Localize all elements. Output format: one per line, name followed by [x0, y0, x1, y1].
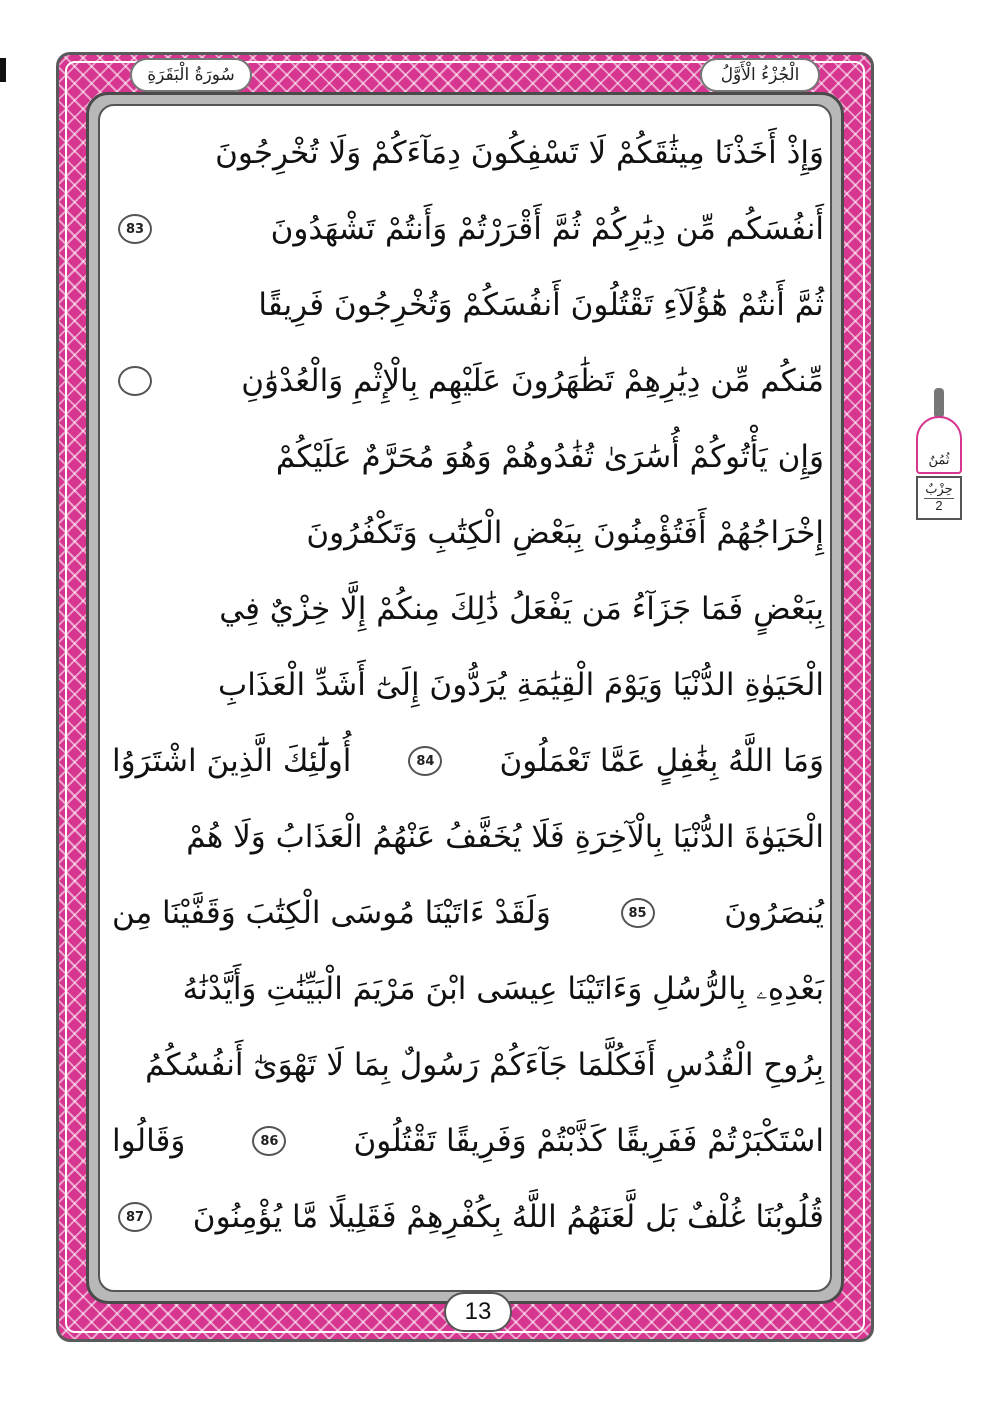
- spire-ornament-icon: [934, 388, 944, 418]
- ayah-marker-empty: [118, 366, 152, 396]
- ayah-number-marker: 85: [621, 898, 655, 928]
- hizb-word: حِزْبٌ: [925, 482, 953, 498]
- surah-title: سُورَةُ الْبَقَرَةِ: [130, 58, 252, 92]
- text-line-5: [112, 422, 824, 492]
- line-text: وَإِذْ أَخَذْنَا مِيثَٰقَكُمْ لَا تَسْفِكُونَ دِمَآءَكُمْ وَلَا تُخْرِجُونَ: [215, 135, 824, 171]
- page-number: 13: [444, 1292, 512, 1332]
- line-text: يُنصَرُونَ: [724, 895, 824, 931]
- text-line-14: [112, 1106, 824, 1176]
- line-text: وَقَالُوا: [112, 1123, 186, 1159]
- line-text: الْحَيَوٰةَ الدُّنْيَا بِالْآخِرَةِ فَلَا يُخَفَّفُ عَنْهُمُ الْعَذَابُ وَلَا هُمْ: [186, 819, 824, 855]
- line-text: مِّنكُم مِّن دِيَٰرِهِمْ تَظَٰهَرُونَ عَلَيْهِم بِالْإِثْمِ وَالْعُدْوَٰنِ: [241, 363, 824, 399]
- quran-text: [112, 118, 824, 1288]
- line-text: إِخْرَاجُهُمْ أَفَتُؤْمِنُونَ بِبَعْضِ الْكِتَٰبِ وَتَكْفُرُونَ: [306, 515, 824, 551]
- ayah-number-marker: 84: [408, 746, 442, 776]
- text-line-2: [112, 194, 824, 264]
- text-line-11: [112, 878, 824, 948]
- page-edge-mark: [0, 58, 6, 82]
- line-text: أَنفُسَكُم مِّن دِيَٰرِكُمْ ثُمَّ أَقْرَرْتُمْ وَأَنتُمْ تَشْهَدُونَ: [270, 211, 824, 247]
- line-text: بَعْدِهِۦ بِالرُّسُلِ وَءَاتَيْنَا عِيسَى ابْنَ مَرْيَمَ الْبَيِّنَٰتِ وَأَيَّدْنَٰهُ: [182, 970, 824, 1007]
- line-text: بِبَعْضٍ فَمَا جَزَآءُ مَن يَفْعَلُ ذَٰلِكَ مِنكُمْ إِلَّا خِزْيٌ فِي: [219, 591, 824, 627]
- text-line-7: [112, 574, 824, 644]
- text-line-6: [112, 498, 824, 568]
- text-line-4: [112, 346, 824, 416]
- hizb-number: 2: [924, 498, 954, 513]
- juz-title: الْجُزْءُ الْأَوَّلُ: [700, 58, 820, 92]
- ayah-number-marker: 83: [118, 214, 152, 244]
- text-line-12: [112, 954, 824, 1024]
- line-text: بِرُوحِ الْقُدُسِ أَفَكُلَّمَا جَآءَكُمْ رَسُولٌ بِمَا لَا تَهْوَىٰٓ أَنفُسُكُمُ: [145, 1047, 824, 1083]
- hizb-number-box: [916, 476, 962, 520]
- text-line-3: [112, 270, 824, 340]
- line-text: اسْتَكْبَرْتُمْ فَفَرِيقًا كَذَّبْتُمْ وَفَرِيقًا تَقْتُلُونَ: [353, 1123, 824, 1159]
- line-text: ثُمَّ أَنتُمْ هَٰٓؤُلَآءِ تَقْتُلُونَ أَنفُسَكُمْ وَتُخْرِجُونَ فَرِيقًا: [258, 287, 824, 323]
- line-text: الْحَيَوٰةِ الدُّنْيَا وَيَوْمَ الْقِيَٰمَةِ يُرَدُّونَ إِلَىٰٓ أَشَدِّ الْعَذَابِ: [218, 667, 824, 703]
- text-line-1: [112, 118, 824, 188]
- text-line-10: [112, 802, 824, 872]
- line-text: وَمَا اللَّهُ بِغَٰفِلٍ عَمَّا تَعْمَلُونَ: [499, 743, 824, 779]
- text-line-8: [112, 650, 824, 720]
- ayah-number-marker: 86: [252, 1126, 286, 1156]
- text-line-15: [112, 1182, 824, 1252]
- text-line-13: [112, 1030, 824, 1100]
- hizb-marker: [914, 388, 966, 524]
- line-text: وَلَقَدْ ءَاتَيْنَا مُوسَى الْكِتَٰبَ وَقَفَّيْنَا مِن: [112, 895, 551, 931]
- line-text: وَإِن يَأْتُوكُمْ أُسَٰرَىٰ تُفَٰدُوهُمْ وَهُوَ مُحَرَّمٌ عَلَيْكُمْ: [275, 439, 824, 475]
- line-text: أُولَٰٓئِكَ الَّذِينَ اشْتَرَوُا: [112, 743, 352, 779]
- ayah-number-marker: 87: [118, 1202, 152, 1232]
- hizb-quarter-label: ثُمُنٌ: [916, 416, 962, 474]
- line-text: قُلُوبُنَا غُلْفٌ بَل لَّعَنَهُمُ اللَّهُ بِكُفْرِهِمْ فَقَلِيلًا مَّا يُؤْمِنُونَ: [192, 1199, 824, 1235]
- text-line-9: [112, 726, 824, 796]
